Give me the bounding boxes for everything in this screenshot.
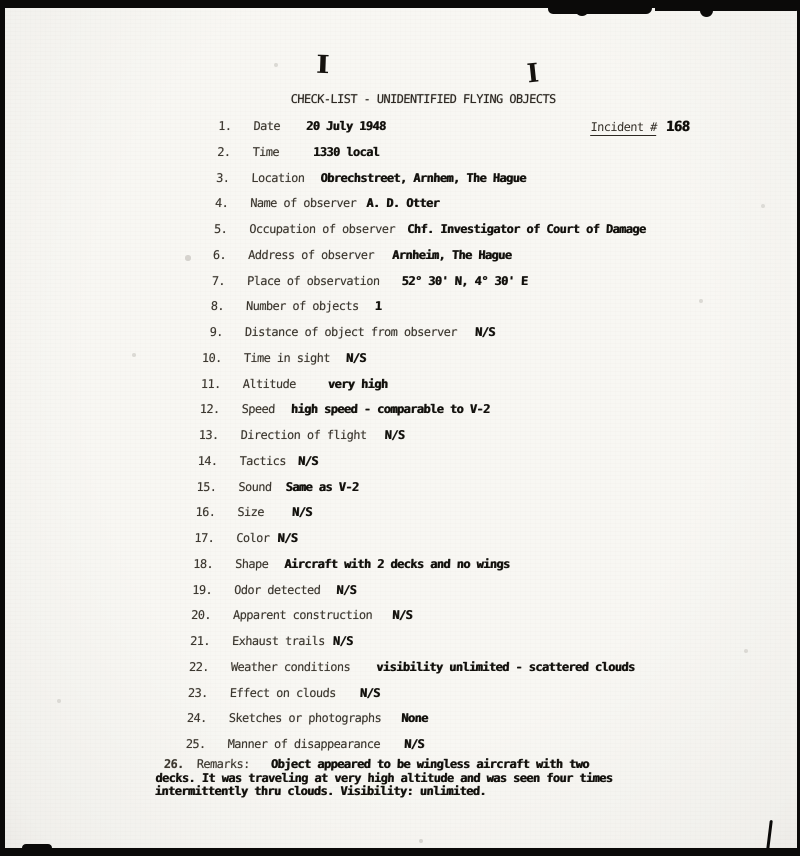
ink-blot-icon: I (315, 49, 331, 80)
scan-edge-blot (700, 0, 713, 17)
document-title: CHECK-LIST - UNIDENTIFIED FLYING OBJECTS (290, 92, 556, 106)
item-value: N/S (291, 505, 313, 520)
item-value: N/S (391, 608, 413, 623)
item-label: Weather conditions (230, 659, 351, 674)
item-label: Size (237, 505, 265, 520)
item-number: 22. (188, 659, 210, 674)
checklist-row (0, 350, 789, 376)
item-label: Place of observation (246, 273, 380, 288)
item-number: 21. (189, 634, 211, 648)
ink-blot-icon: I (525, 58, 541, 90)
item-number: 1. (218, 119, 232, 133)
item-value: A. D. Otter (366, 196, 440, 211)
checklist-row (0, 530, 782, 556)
item-value: high speed - comparable to V-2 (290, 402, 490, 417)
item-number: 19. (191, 582, 213, 597)
checklist-row (0, 324, 790, 350)
item-number: 2. (216, 144, 231, 159)
item-number: 9. (209, 325, 224, 339)
item-number: 15. (196, 479, 217, 494)
item-label: Altitude (242, 376, 297, 391)
item-number: 5. (213, 222, 228, 236)
item-value: N/S (345, 350, 367, 365)
item-label: Color (236, 531, 270, 545)
item-value: 20 July 1948 (305, 119, 386, 133)
item-label: Direction of flight (240, 428, 367, 442)
item-label: Time in sight (243, 350, 331, 365)
item-value: Same as V-2 (285, 479, 359, 494)
item-number: 7. (211, 273, 226, 288)
item-value: 52° 30' N, 4° 30' E (401, 273, 528, 288)
checklist-row (0, 659, 776, 685)
item-number: 13. (198, 428, 219, 442)
item-number: 25. (185, 737, 206, 751)
item-value: Chf. Investigator of Court of Damage (406, 222, 646, 236)
item-label: Remarks: (196, 757, 251, 771)
checklist-row (0, 401, 787, 427)
checklist-row (0, 504, 783, 530)
dust-specks (0, 0, 2, 2)
checklist-row (0, 298, 791, 324)
item-value: Arnheim, The Hague (391, 247, 512, 262)
item-value: N/S (335, 582, 357, 597)
item-label: Apparent construction (232, 608, 373, 623)
item-value: N/S (277, 531, 298, 545)
item-number: 26. (163, 757, 185, 771)
item-number: 3. (215, 170, 230, 185)
checklist-row (0, 118, 799, 144)
item-label: Tactics (239, 453, 287, 468)
item-label: Time (252, 144, 280, 159)
incident-label: Incident # (590, 120, 658, 134)
item-number: 10. (201, 350, 223, 365)
item-number: 12. (199, 402, 220, 417)
scan-edge-blot (575, 0, 589, 16)
item-label: Date (253, 119, 281, 133)
item-value: very high (327, 376, 388, 391)
checklist-row (0, 607, 778, 633)
item-label: Speed (241, 402, 276, 417)
item-label: Exhaust trails (231, 634, 326, 648)
item-value: N/S (332, 634, 353, 648)
checklist-row (0, 479, 784, 505)
item-label: Manner of disappearance (227, 737, 381, 751)
item-label: Effect on clouds (229, 685, 337, 700)
incident-number: 168 (665, 119, 690, 135)
item-value: N/S (403, 737, 425, 751)
item-value: None (400, 711, 428, 726)
remarks-text: decks. It was traveling at very high altitude and was seen four times (154, 770, 613, 785)
checklist-row (0, 376, 788, 402)
item-label: Occupation of observer (248, 222, 396, 236)
checklist-row (0, 144, 798, 170)
remarks-text: Object appeared to be wingless aircraft with two (270, 757, 590, 771)
remarks-first-line (156, 758, 717, 772)
scan-edge-blot (655, 0, 800, 11)
checklist-row (0, 170, 797, 196)
checklist-row (0, 221, 795, 247)
item-number: 8. (210, 299, 225, 314)
item-number: 23. (187, 685, 209, 700)
item-value: 1 (374, 299, 382, 314)
checklist-row (0, 556, 781, 582)
checklist-row (0, 195, 796, 221)
remarks-text: intermittently thru clouds. Visibility: unlimited. (154, 784, 487, 798)
item-value: Aircraft with 2 decks and no wings (284, 556, 510, 571)
checklist-row (0, 247, 794, 273)
item-label: Sketches or photographs (228, 711, 382, 726)
item-label: Location (251, 170, 305, 185)
item-value: N/S (474, 325, 496, 339)
item-number: 17. (194, 531, 215, 545)
remarks-section (154, 758, 716, 799)
item-value: N/S (384, 428, 405, 442)
scan-edge-blot (548, 0, 652, 14)
checklist-row (0, 582, 779, 608)
item-label: Address of observer (247, 247, 375, 262)
item-label: Name of observer (250, 196, 357, 211)
checklist-row (0, 710, 774, 736)
item-number: 20. (190, 608, 212, 623)
item-number: 14. (197, 453, 218, 468)
item-label: Sound (238, 479, 272, 494)
item-number: 18. (193, 556, 214, 571)
item-number: 4. (214, 196, 229, 211)
item-value: visibility unlimited - scattered clouds (375, 659, 635, 674)
item-value: Obrechstreet, Arnhem, The Hague (320, 170, 527, 185)
item-number: 16. (195, 505, 216, 520)
typed-content (0, 92, 800, 852)
checklist-row (0, 633, 777, 659)
item-label: Distance of object from observer (244, 325, 458, 339)
checklist-row (0, 453, 785, 479)
item-number: 6. (212, 247, 227, 262)
item-label: Odor detected (233, 582, 321, 597)
checklist-row (0, 685, 775, 711)
remarks-wrapped-lines (154, 772, 715, 799)
item-value: 1330 local (312, 144, 380, 159)
item-value: N/S (297, 453, 319, 468)
item-number: 24. (186, 711, 208, 726)
item-number: 11. (200, 376, 222, 391)
checklist-row (0, 427, 786, 453)
item-label: Number of objects (245, 299, 359, 314)
checklist-rows (0, 118, 799, 762)
item-label: Shape (234, 556, 269, 571)
checklist-row (0, 273, 792, 299)
item-value: N/S (359, 685, 380, 700)
